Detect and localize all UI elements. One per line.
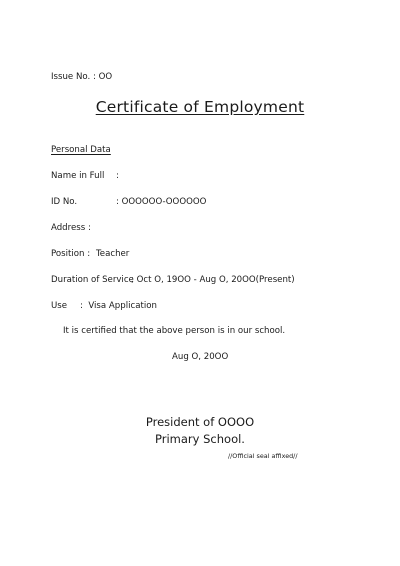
- signature-line-2: Primary School.: [155, 432, 245, 446]
- use-label: Use: [51, 301, 68, 311]
- section-heading: Personal Data: [51, 145, 111, 155]
- certification-statement: It is certified that the above person is in our school.: [63, 326, 286, 336]
- issue-date: Aug O, 20OO: [172, 352, 229, 362]
- position-value: Teacher: [96, 249, 130, 259]
- name-colon: :: [116, 171, 119, 181]
- use-value: : Visa Application: [80, 301, 157, 311]
- official-seal-note: //Official seal affixed//: [228, 452, 298, 460]
- duration-value: ; Oct O, 19OO - Aug O, 20OO(Present): [131, 275, 295, 285]
- position-label: Position :: [51, 249, 91, 259]
- duration-label: Duration of Service: [51, 275, 134, 285]
- page-title: Certificate of Employment: [95, 98, 305, 116]
- address-label: Address :: [51, 223, 91, 233]
- name-label: Name in Full: [51, 171, 105, 181]
- issue-number: Issue No. : OO: [51, 72, 113, 82]
- id-label: ID No.: [51, 197, 78, 207]
- signature-line-1: President of OOOO: [145, 415, 255, 429]
- id-value: : OOOOOO-OOOOOO: [116, 197, 207, 207]
